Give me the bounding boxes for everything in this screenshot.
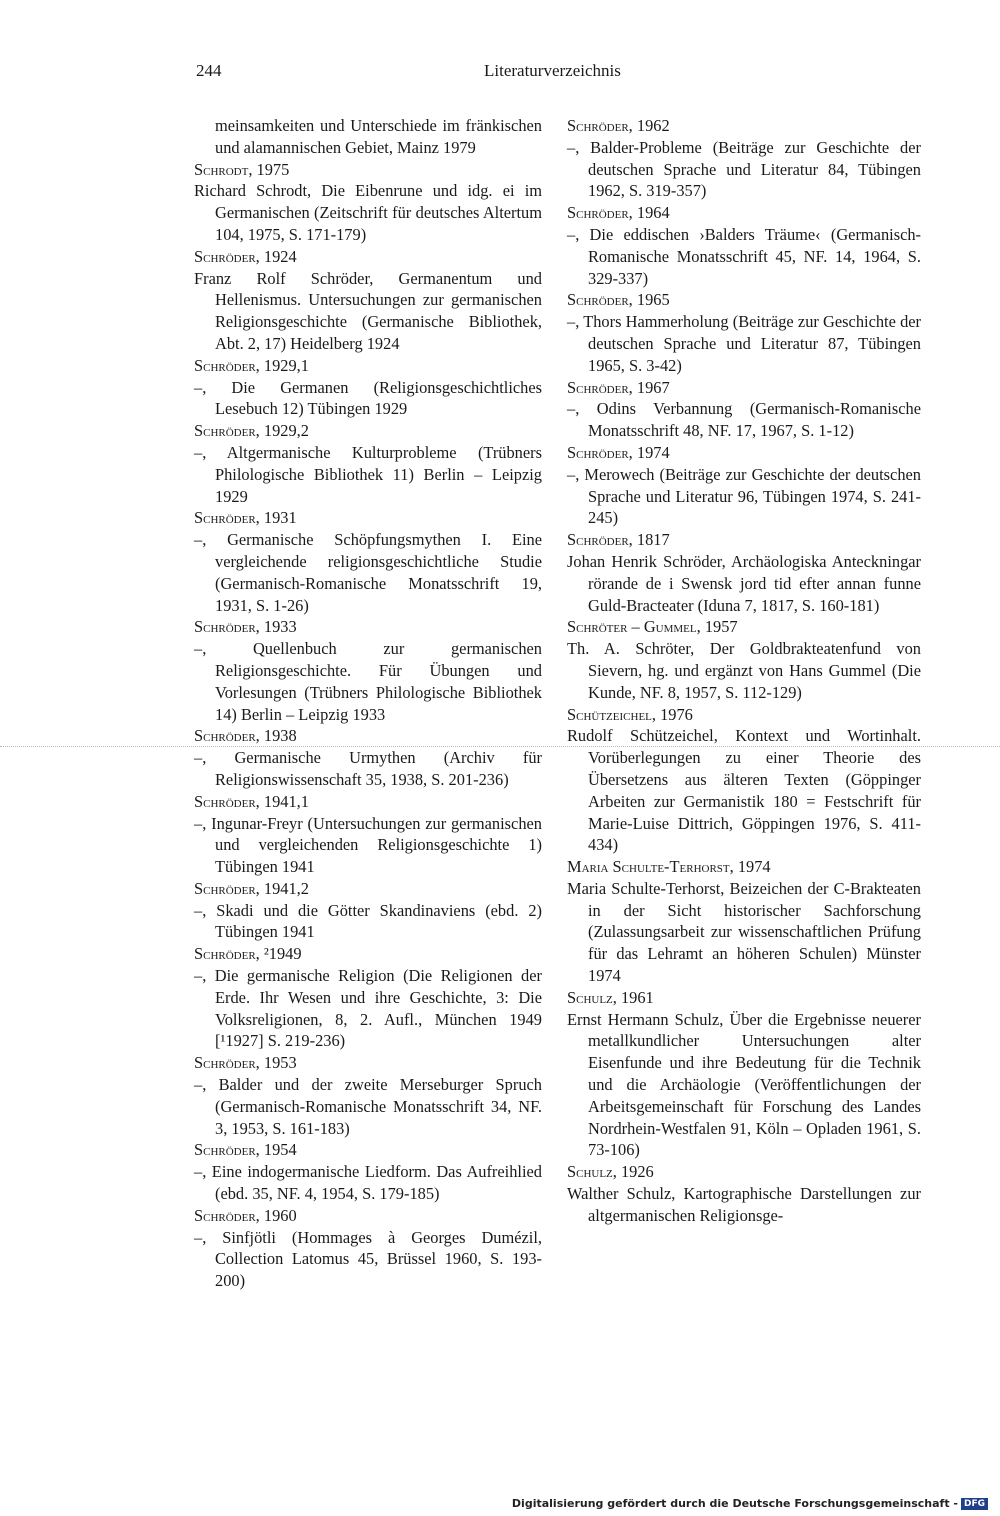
entry-key: Schröter – Gummel, 1957 (567, 617, 738, 637)
entry-key: Schröder, 1954 (194, 1140, 297, 1160)
entry-body: Rudolf Schützeichel, Kontext und Wortinhalt. Vorüberlegungen zu einer Theorie des Übersetzens aus älteren Texten (Göppinger Arbeiten zur Germanistik 180 = Festschrift für Marie-Luise Dittrich, Göppingen 1976, S. 411-434) (567, 726, 921, 855)
dfg-logo: DFG (961, 1498, 988, 1510)
right-column (567, 115, 921, 1227)
entry-body: –, Germanische Urmythen (Archiv für Religionswissenschaft 35, 1938, S. 201-236) (194, 748, 542, 789)
bibliography-entry (194, 1139, 542, 1204)
left-column (194, 115, 542, 1292)
entry-key: Schröder, 1964 (567, 203, 670, 223)
entry-body: –, Altgermanische Kulturprobleme (Trübners Philologische Bibliothek 11) Berlin – Leipzig 1929 (194, 442, 542, 506)
entry-key: Schröder, 1974 (567, 442, 670, 462)
bibliography-entry (567, 377, 921, 442)
entry-body: –, Germanische Schöpfungsmythen I. Eine vergleichende religionsgeschichtliche Studie (Germanisch-Romanische Monatsschrift 19, 1931, S. 1-26) (194, 530, 542, 615)
bibliography-entry (567, 202, 921, 289)
entry-body: –, Die eddischen ›Balders Träume‹ (Germanisch-Romanische Monatsschrift 45, NF. 14, 1964, S. 329-337) (567, 224, 921, 288)
entry-body: Th. A. Schröter, Der Goldbrakteatenfund von Sievern, hg. und ergänzt von Hans Gummel (Die Kunde, NF. 8, 1957, S. 112-129) (567, 639, 921, 702)
entry-body: meinsamkeiten und Unterschiede im fränkischen und alamannischen Gebiet, Mainz 1979 (215, 116, 542, 157)
page-number: 244 (196, 61, 222, 80)
running-title: Literaturverzeichnis (484, 61, 621, 80)
bibliography-entry (194, 246, 542, 355)
bibliography-entry (194, 355, 542, 420)
bibliography-entry (194, 420, 542, 507)
footer-text: Digitalisierung gefördert durch die Deutsche Forschungsgemeinschaft - (511, 1497, 958, 1510)
entry-key: Schröder, 1924 (194, 246, 297, 266)
bibliography-entry (567, 442, 921, 529)
entry-key: Schröder, 1967 (567, 377, 670, 397)
entry-body: Maria Schulte-Terhorst, Beizeichen der C-Brakteaten in der Sicht historischer Sachforschung (Zulassungsarbeit zur wissenschaftlichen Prüfung für das Lehramt an höheren Schulen) Münster 1974 (567, 878, 921, 986)
bibliography-entry (194, 159, 542, 246)
entry-key: Schröder, 1938 (194, 726, 297, 746)
entry-body: –, Merowech (Beiträge zur Geschichte der deutschen Sprache und Literatur 96, Tübingen 1974, S. 241-245) (567, 464, 921, 528)
bibliography-entry (194, 1205, 542, 1292)
bibliography-entry (567, 289, 921, 376)
entry-body: –, Eine indogermanische Liedform. Das Aufreihlied (ebd. 35, NF. 4, 1954, S. 179-185) (194, 1162, 542, 1204)
entry-body: –, Balder und der zweite Merseburger Spruch (Germanisch-Romanische Monatsschrift 34, NF. 3, 1953, S. 161-183) (194, 1075, 542, 1138)
entry-body: –, Skadi und die Götter Skandinaviens (ebd. 2) Tübingen 1941 (194, 900, 542, 942)
bibliography-entry (567, 856, 921, 987)
entry-key: Schröder, 1929,1 (194, 355, 309, 375)
bibliography-entry (194, 1052, 542, 1139)
entry-body: Franz Rolf Schröder, Germanentum und Hellenismus. Untersuchungen zur germanischen Religionsgeschichte (Germanische Bibliothek, Abt. 2, 17) Heidelberg 1924 (194, 268, 542, 353)
bibliography-entry (194, 725, 542, 790)
entry-body: –, Ingunar-Freyr (Untersuchungen zur germanischen und vergleichenden Religionsgeschichte 1) Tübingen 1941 (194, 813, 542, 877)
entry-key: Schröder, 1960 (194, 1205, 297, 1225)
bibliography-entry (567, 115, 921, 202)
bibliography-entry (194, 115, 542, 159)
bibliography-entry (567, 616, 921, 703)
entry-body: –, Balder-Probleme (Beiträge zur Geschichte der deutschen Sprache und Literatur 84, Tübingen 1962, S. 319-357) (567, 137, 921, 201)
bibliography-entry (194, 791, 542, 878)
entry-key: Schrodt, 1975 (194, 159, 290, 179)
bibliography-entry (567, 1161, 921, 1226)
entry-key: Schröder, 1933 (194, 617, 297, 637)
bibliography-entry (567, 529, 921, 616)
entry-body: Ernst Hermann Schulz, Über die Ergebnisse neuerer metallkundlicher Untersuchungen alter Eisenfunde und ihre Bedeutung für die Technik und die Archäologie (Veröffentlichungen der Arbeitsgemeinschaft für Forschung des Landes Nordrhein-Westfalen 91, Köln – Opladen 1961, S. 73-106) (567, 1009, 921, 1160)
entry-key: Schröder, 1817 (567, 530, 670, 550)
entry-key: Schröder, 1962 (567, 116, 670, 135)
bibliography-entry (567, 704, 921, 857)
entry-key: Schulz, 1926 (567, 1162, 654, 1182)
entry-body: –, Sinfjötli (Hommages à Georges Dumézil, Collection Latomus 45, Brüssel 1960, S. 193-200) (194, 1227, 542, 1291)
entry-key: Schröder, 1953 (194, 1053, 297, 1073)
entry-key: Schröder, 1941,1 (194, 791, 309, 811)
entry-key: Schröder, ²1949 (194, 944, 302, 964)
entry-body: –, Die germanische Religion (Die Religionen der Erde. Ihr Wesen und ihre Geschichte, 3: Die Volksreligionen, 8, 2. Aufl., München 1949 [¹1927] S. 219-236) (194, 966, 542, 1051)
bibliography-entry (194, 616, 542, 725)
entry-key: Maria Schulte-Terhorst, 1974 (567, 857, 771, 877)
entry-body: Johan Henrik Schröder, Archäologiska Anteckningar rörande de i Swensk jord tid efter annan funne Guld-Bracteater (Iduna 7, 1817, S. 160-181) (567, 551, 921, 615)
entry-key: Schützeichel, 1976 (567, 704, 693, 724)
entry-key: Schulz, 1961 (567, 987, 654, 1007)
entry-body: –, Die Germanen (Religionsgeschichtliches Lesebuch 12) Tübingen 1929 (194, 377, 542, 419)
bibliography-entry (194, 943, 542, 1052)
entry-body: –, Thors Hammerholung (Beiträge zur Geschichte der deutschen Sprache und Literatur 87, Tübingen 1965, S. 3-42) (567, 312, 921, 375)
entry-body: –, Quellenbuch zur germanischen Religionsgeschichte. Für Übungen und Vorlesungen (Trübners Philologische Bibliothek 14) Berlin – Leipzig 1933 (194, 639, 542, 724)
footer (512, 1497, 988, 1510)
entry-body: Richard Schrodt, Die Eibenrune und idg. ei im Germanischen (Zeitschrift für deutsches Altertum 104, 1975, S. 171-179) (194, 181, 542, 244)
entry-body: Walther Schulz, Kartographische Darstellungen zur altgermanischen Religionsge- (567, 1184, 921, 1225)
bibliography-entry (194, 507, 542, 616)
entry-key: Schröder, 1941,2 (194, 878, 309, 898)
entry-key: Schröder, 1965 (567, 290, 670, 310)
entry-key: Schröder, 1931 (194, 508, 297, 528)
bibliography-entry (567, 987, 921, 1161)
entry-key: Schröder, 1929,2 (194, 421, 309, 441)
bibliography-entry (194, 878, 542, 943)
entry-body: –, Odins Verbannung (Germanisch-Romanische Monatsschrift 48, NF. 17, 1967, S. 1-12) (567, 399, 921, 441)
